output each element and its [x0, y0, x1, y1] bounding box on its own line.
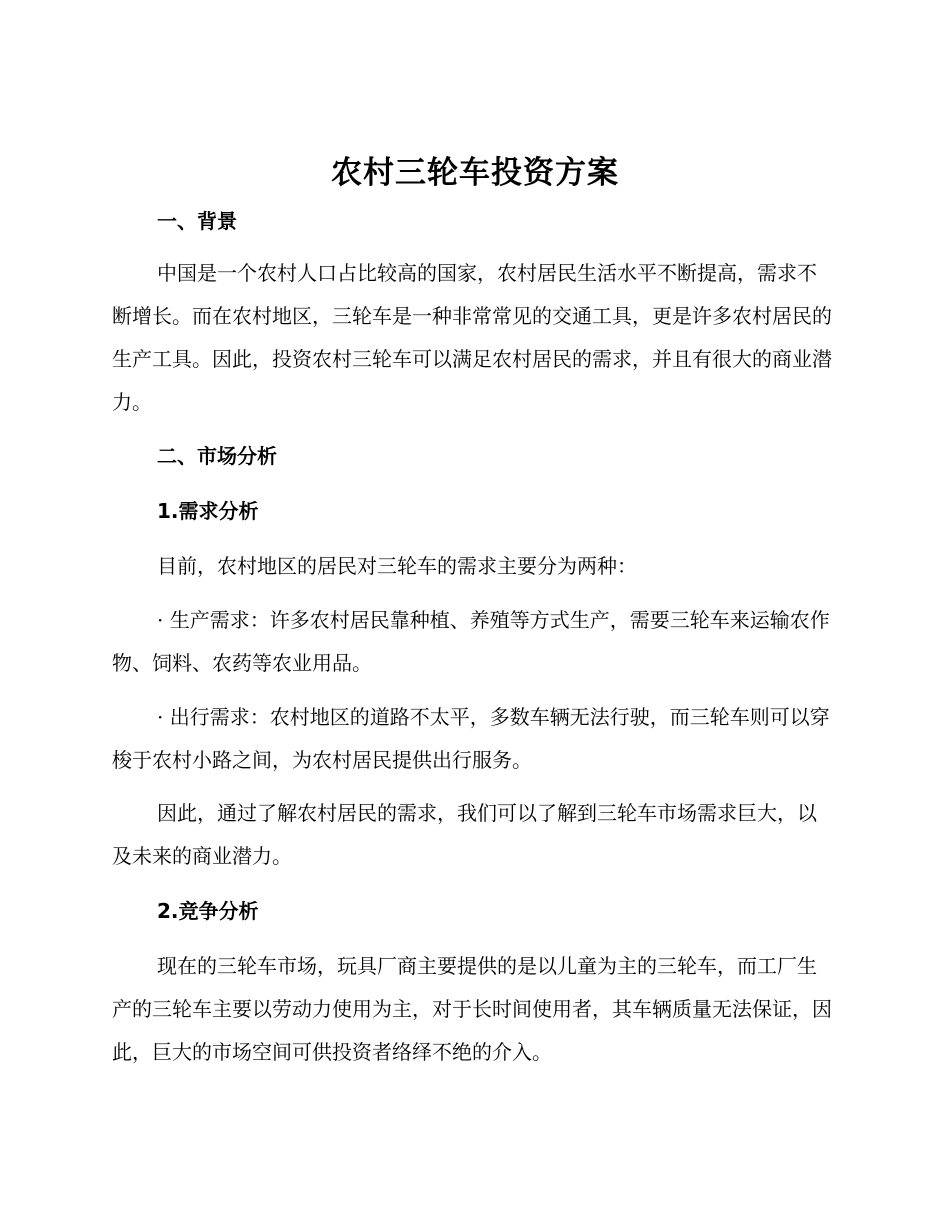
- background-paragraph: 中国是一个农村人口占比较高的国家，农村居民生活水平不断提高，需求不断增长。而在农村地区，三轮车是一种非常常见的交通工具，更是许多农村居民的生产工具。因此，投资农村三轮车可以满足农村居民的需求，并且有很大的商业潜力。: [112, 261, 832, 414]
- subheading-competition-analysis: 2.竞争分析: [157, 899, 259, 923]
- competition-paragraph: 现在的三轮车市场，玩具厂商主要提供的是以儿童为主的三轮车，而工厂生产的三轮车主要以劳动力使用为主，对于长时间使用者，其车辆质量无法保证，因此，巨大的市场空间可供投资者络绎不绝的介入。: [112, 954, 832, 1064]
- subheading-demand-analysis: 1.需求分析: [157, 499, 259, 523]
- demand-conclusion-paragraph: 因此，通过了解农村居民的需求，我们可以了解到三轮车市场需求巨大，以及未来的商业潜力。: [112, 801, 817, 868]
- demand-bullet-travel: · 出行需求：农村地区的道路不太平，多数车辆无法行驶，而三轮车则可以穿梭于农村小路之间，为农村居民提供出行服务。: [112, 705, 830, 772]
- demand-bullet-production: · 生产需求：许多农村居民靠种植、养殖等方式生产，需要三轮车来运输农作物、饲料、农药等农业用品。: [112, 608, 830, 675]
- document-title: 农村三轮车投资方案: [331, 155, 619, 191]
- section-heading-market-analysis: 二、市场分析: [157, 444, 277, 468]
- section-heading-background: 一、背景: [157, 209, 237, 233]
- demand-intro-paragraph: 目前，农村地区的居民对三轮车的需求主要分为两种：: [157, 554, 637, 578]
